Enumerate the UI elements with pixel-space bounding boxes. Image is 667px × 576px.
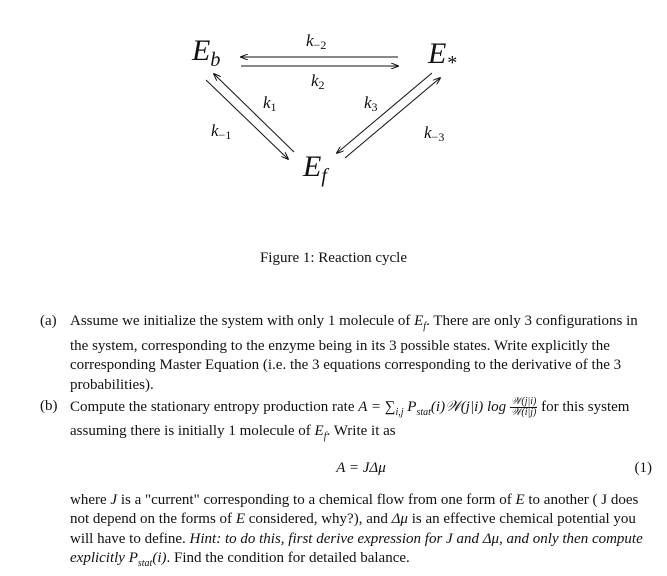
math-ef-b: $E_f$ [314,423,327,443]
node-estar: $E_*$ [428,37,457,74]
item-label-b: (b) [40,398,58,414]
entropy-formula: $A = \sum_{i,j}$ $P_{stat}(i)𝒲(j|i)$ log [358,398,510,418]
question-a [40,312,652,395]
equation-number: (1) [634,459,652,476]
arrow-eb-to-ef [206,80,288,159]
question-a-text-1: Assume we initialize the system with only 1 molecule of [70,313,415,329]
rate-k-2: $k_2$ [311,71,325,92]
question-list [40,312,652,576]
math-ef: $E_f$ [414,313,427,332]
equation-1 [70,447,652,491]
equation-body: A = JΔμ [336,459,386,476]
math-pstat: $P_{stat}$ [128,550,153,570]
item-label-a: (a) [40,313,57,329]
question-a-text-2: . There are only 3 configurations in the system, corresponding to the enzyme being in its 3 possible states. Write explicitly the corresponding Master Equation (i.e. the 3 equations corresponding to the derivative of the 3 probabilities). [70,313,638,393]
node-eb: $E_b$ [192,34,221,71]
rate-k-minus-2: $k_{-2}$ [306,31,327,52]
rate-k-minus-1: $k_{-1}$ [211,121,232,142]
arrow-ef-to-estar [345,78,440,158]
arrow-estar-to-ef [337,73,432,153]
rate-k-3: $k_3$ [364,93,378,114]
question-b-text-3: . Write it as [326,423,396,440]
reaction-cycle-diagram [0,0,667,210]
question-b-text-1: Compute the stationary entropy production rate [70,398,359,415]
node-ef: $E_f$ [303,150,327,187]
question-b [40,397,652,574]
hint-text: Hint: to do this, first derive expression for J and Δμ, and only then compute explicitly [70,530,643,567]
rate-k-minus-3: $k_{-3}$ [424,123,445,144]
log-fraction: $\frac{\text{𝒲(j|i)}}{\text{𝒲(i|j)}}$ [510,396,537,418]
question-b-explanation: where J is a "current" corresponding to a chemical flow from one form of E to another ( J does not depend on the forms of E considered, why?), and Δμ is an effective chemical potential you will have to define. Hint: to do this, first derive expression for J and Δμ, and only then compute explicitly $P_{stat}(i)$. Find the condition for detailed balance. [70,491,643,570]
reaction-arrows [0,0,667,210]
question-b-text-2: for this system assuming there is initially 1 molecule of [70,398,630,440]
figure-caption: Figure 1: Reaction cycle [259,250,408,266]
rate-k-1: $k_1$ [263,93,277,114]
